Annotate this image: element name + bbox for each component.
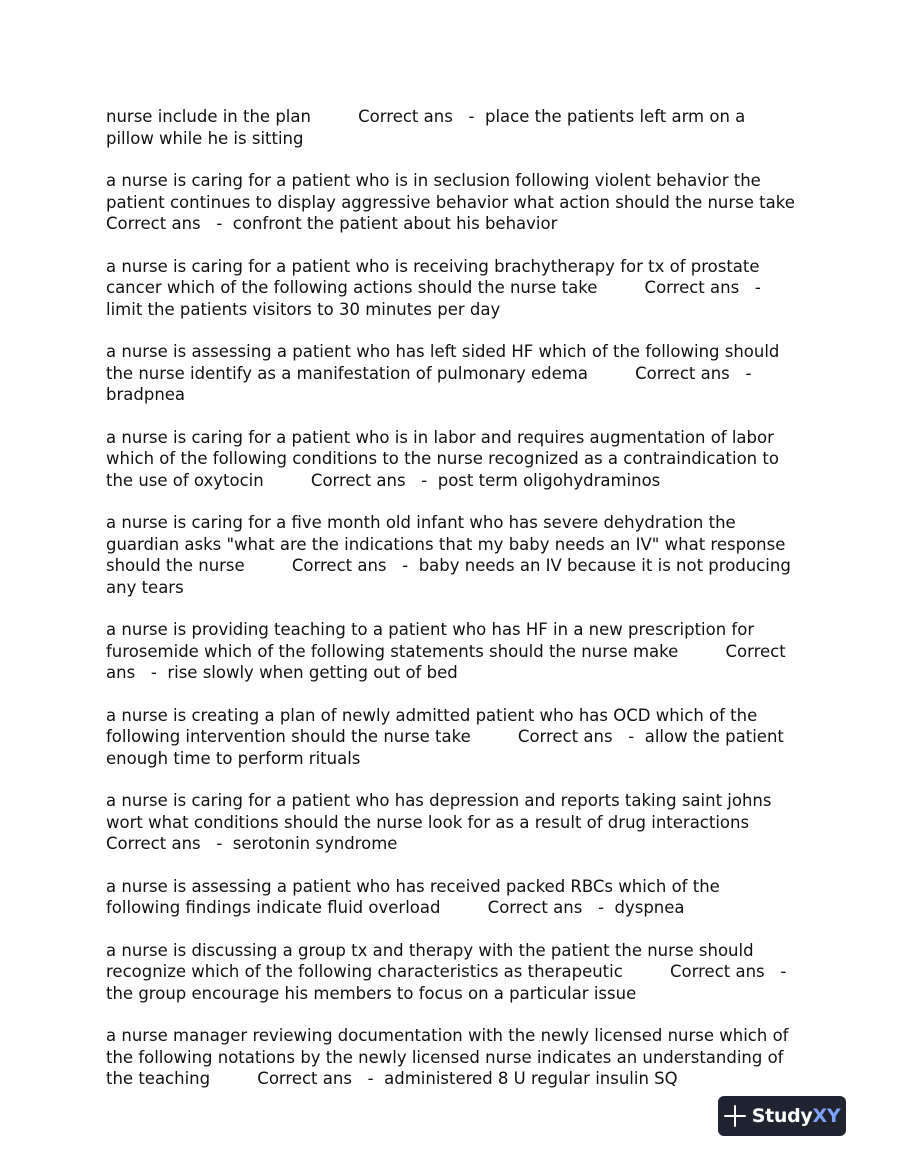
qa-entry: a nurse is caring for a patient who is in labor and requires augmentation of labor which of the following conditions to the nurse recognized as a contraindication to the use of oxytocin Correct ans - post term oligohydraminos xyxy=(106,427,785,490)
qa-entry: a nurse is caring for a five month old infant who has severe dehydration the guardian asks "what are the indications that my baby needs an IV" what response should the nurse Correct ans - baby needs an IV because it is not producing any tears xyxy=(106,513,797,597)
logo-text-main: Study xyxy=(751,1105,813,1127)
studyxy-logo xyxy=(718,1096,846,1136)
logo-text-accent: XY xyxy=(812,1105,841,1127)
qa-entry: a nurse is discussing a group tx and therapy with the patient the nurse should recognize which of the following characteristics as therapeutic Correct ans - the group encourage his members to focus on a particular issue xyxy=(106,940,797,1003)
qa-entry: a nurse is providing teaching to a patient who has HF in a new prescription for furosemide which of the following statements should the nurse make Correct ans - rise slowly when getting out of bed xyxy=(106,620,791,682)
qa-entry: a nurse is assessing a patient who has left sided HF which of the following should the nurse identify as a manifestation of pulmonary edema Correct ans - bradpnea xyxy=(106,342,785,404)
qa-entry: a nurse is caring for a patient who is receiving brachytherapy for tx of prostate cancer which of the following actions should the nurse take Correct ans - limit the patients visitors to 30 minutes per day xyxy=(106,256,772,319)
qa-entry: a nurse manager reviewing documentation with the newly licensed nurse which of the following notations by the newly licensed nurse indicates an understanding of the teaching Correct ans - administered 8 U regular insulin SQ xyxy=(106,1026,794,1088)
document-body xyxy=(106,106,843,1111)
qa-entry: nurse include in the plan Correct ans - place the patients left arm on a pillow while he is sitting xyxy=(106,107,751,148)
qa-entry: a nurse is caring for a patient who is in seclusion following violent behavior the patient continues to display aggressive behavior what action should the nurse take Correct ans - confront the patient about his behavior xyxy=(106,171,843,233)
qa-entry: a nurse is assessing a patient who has received packed RBCs which of the following findings indicate fluid overload Correct ans - dyspnea xyxy=(106,876,726,917)
logo-wordmark xyxy=(752,1105,841,1127)
plus-icon xyxy=(724,1105,746,1127)
qa-entry: a nurse is creating a plan of newly admitted patient who has OCD which of the following intervention should the nurse take Correct ans - allow the patient enough time to perform rituals xyxy=(106,705,790,768)
qa-entry: a nurse is caring for a patient who has depression and reports taking saint johns wort what conditions should the nurse look for as a result of drug interactions Correct ans - serotonin syndrome xyxy=(106,791,797,853)
